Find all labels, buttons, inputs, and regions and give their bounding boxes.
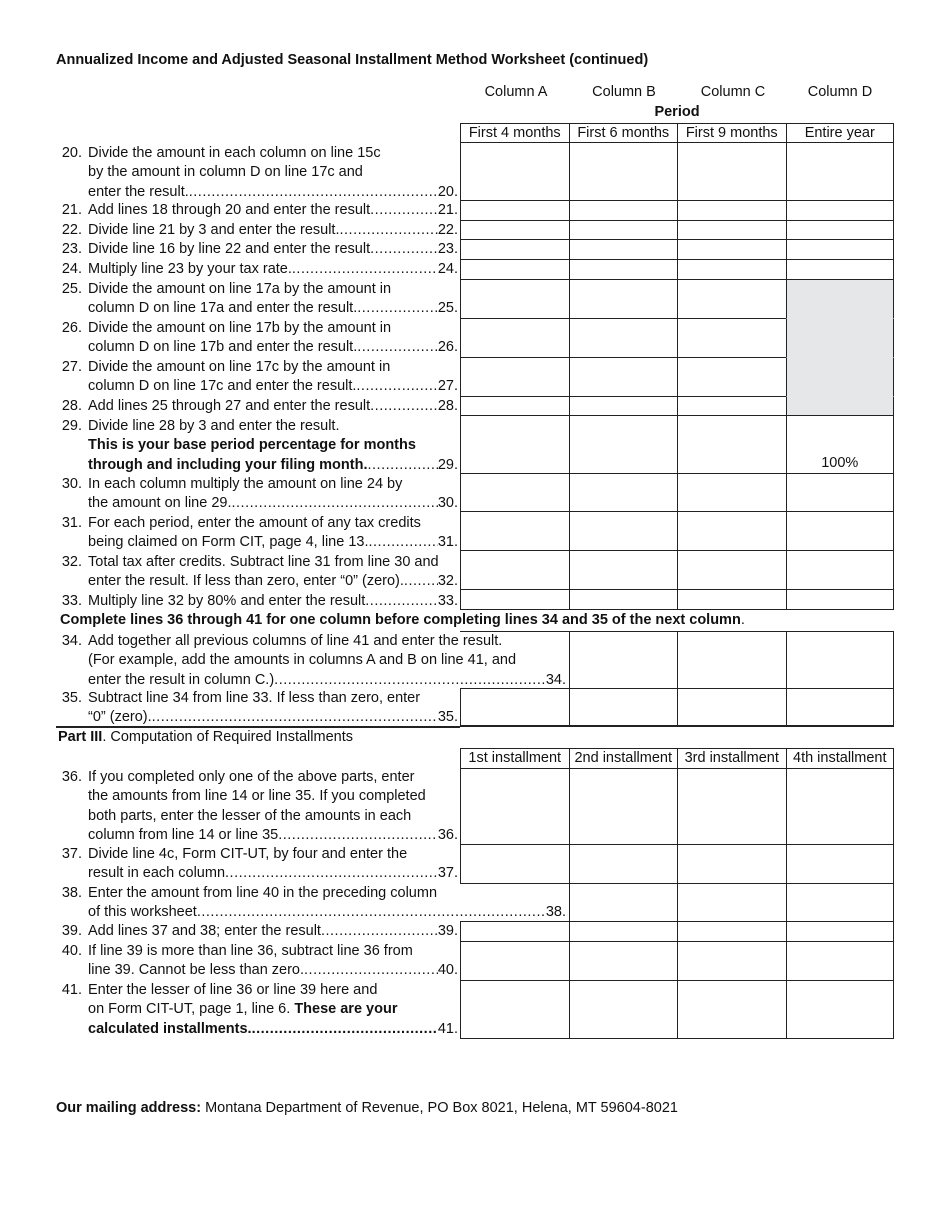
line-25-row <box>460 280 894 319</box>
input-cell[interactable] <box>786 845 895 883</box>
line-ref: 28. <box>437 398 458 414</box>
line-text: result in each column <box>88 865 226 882</box>
line-number: 33. <box>61 593 82 609</box>
input-cell[interactable] <box>677 769 786 844</box>
line-number: 27. <box>61 359 82 375</box>
line-text: Divide the amount on line 17a by the amount in <box>88 281 392 297</box>
period-header: First 9 months <box>677 124 786 143</box>
input-cell[interactable] <box>460 981 569 1038</box>
input-cell[interactable] <box>786 240 895 259</box>
input-cell[interactable] <box>569 416 678 473</box>
input-cell[interactable] <box>569 319 678 357</box>
input-cell[interactable] <box>460 397 569 415</box>
line-text: Multiply line 32 by 80% and enter the result <box>88 593 366 609</box>
line-text: by the amount in column D on line 17c and <box>88 164 363 181</box>
line-text: If you completed only one of the above parts, enter <box>88 769 415 785</box>
period-grid <box>460 123 894 610</box>
shaded-cell <box>786 280 895 319</box>
line-29-column-d-value: 100% <box>821 455 859 471</box>
line-27-row <box>460 358 894 397</box>
line-ref: 38. <box>545 904 566 921</box>
line-ref: 32. <box>437 573 458 590</box>
mailing-address <box>56 1100 678 1116</box>
line-ref: 33. <box>437 593 458 609</box>
input-cell[interactable] <box>677 280 786 318</box>
input-cell[interactable] <box>677 240 786 259</box>
line-ref: 37. <box>437 865 458 882</box>
input-cell[interactable] <box>786 590 895 609</box>
input-cell[interactable] <box>460 845 569 883</box>
line-ref: 35. <box>437 709 458 726</box>
line-number: 21. <box>61 202 82 218</box>
input-cell[interactable] <box>786 474 895 511</box>
input-cell[interactable] <box>569 942 678 980</box>
line-ref: 25. <box>437 300 458 317</box>
input-cell[interactable] <box>786 221 895 239</box>
installment-header: 4th installment <box>786 749 895 768</box>
line-text: Add lines 37 and 38; enter the result <box>88 923 321 939</box>
line-37-row <box>460 845 894 884</box>
input-cell[interactable] <box>786 201 895 220</box>
line-26-row <box>460 319 894 358</box>
input-cell[interactable] <box>460 474 569 511</box>
period-header: Entire year <box>786 124 895 143</box>
shaded-cell <box>786 397 895 415</box>
line-text: being claimed on Form CIT, page 4, line 13. <box>88 534 369 551</box>
input-cell[interactable] <box>460 280 569 318</box>
line-ref: 29. <box>437 456 458 473</box>
input-cell[interactable] <box>569 590 678 609</box>
line-ref: 27. <box>437 378 458 395</box>
line-text: both parts, enter the lesser of the amounts in each <box>88 807 412 824</box>
worksheet-title: Annualized Income and Adjusted Seasonal Installment Method Worksheet (continued) <box>56 52 649 68</box>
line-ref: 31. <box>437 534 458 551</box>
line-number: 24. <box>61 261 82 277</box>
note-text: Complete lines 36 through 41 for one column before completing lines 34 and 35 of the next column <box>60 612 741 628</box>
note-end: . <box>740 612 745 628</box>
line-23-row <box>460 240 894 260</box>
line-ref: 34. <box>545 671 566 688</box>
line-28-row <box>460 397 894 416</box>
part-3-heading <box>58 729 353 745</box>
line-text: of this worksheet <box>88 904 197 921</box>
line-number: 39. <box>61 923 82 939</box>
line-text: enter the result in column C.) <box>88 671 275 688</box>
line-text: Divide line 28 by 3 and enter the result. <box>88 418 340 434</box>
line-ref: 26. <box>437 339 458 356</box>
line-text: on Form CIT-UT, page 1, line 6. <box>88 1001 295 1018</box>
input-cell[interactable] <box>677 358 786 396</box>
line-29-row <box>460 416 894 474</box>
input-cell[interactable] <box>677 260 786 279</box>
installment-header: 2nd installment <box>569 749 678 768</box>
input-cell[interactable] <box>677 397 786 415</box>
input-cell[interactable] <box>677 981 786 1038</box>
column-a-header: Column A <box>484 84 548 100</box>
input-cell[interactable] <box>677 319 786 357</box>
input-cell[interactable] <box>677 474 786 511</box>
line-number: 41. <box>61 982 82 998</box>
line-text: Add lines 25 through 27 and enter the result <box>88 398 371 414</box>
column-c-header: Column C <box>700 84 766 100</box>
input-cell[interactable] <box>460 143 569 200</box>
line-text: Divide line 21 by 3 and enter the result. <box>88 222 340 238</box>
line-ref: 30. <box>437 495 458 512</box>
input-cell[interactable] <box>569 632 678 688</box>
line-number: 32. <box>61 554 82 570</box>
input-cell[interactable] <box>460 769 569 844</box>
line-32-row <box>460 551 894 590</box>
line-number: 20. <box>61 145 82 161</box>
input-cell[interactable] <box>786 769 895 844</box>
shaded-cell <box>786 319 895 358</box>
input-cell[interactable] <box>569 280 678 318</box>
input-cell[interactable] <box>569 551 678 589</box>
input-cell[interactable] <box>786 551 895 589</box>
input-cell[interactable] <box>677 884 786 921</box>
line-text: Divide the amount on line 17c by the amount in <box>88 359 391 375</box>
line-text: Divide line 16 by line 22 and enter the result <box>88 241 371 257</box>
line-24-row <box>460 260 894 280</box>
input-cell[interactable] <box>460 512 569 550</box>
line-text: “0” (zero). <box>88 709 152 726</box>
line-text: column D on line 17c and enter the result. <box>88 378 357 395</box>
installment-header-row <box>460 748 894 769</box>
line-text: Divide the amount on line 17b by the amount in <box>88 320 392 336</box>
input-cell[interactable] <box>460 416 569 473</box>
input-cell[interactable] <box>786 143 895 200</box>
input-cell[interactable] <box>786 981 895 1038</box>
line-number: 22. <box>61 222 82 238</box>
line-text: column D on line 17b and enter the result. <box>88 339 358 356</box>
line-ref: 40. <box>437 962 458 979</box>
input-cell[interactable] <box>786 260 895 279</box>
line-ref: 36. <box>437 826 458 843</box>
line-39-row <box>460 922 894 942</box>
line-text: enter the result. <box>88 183 189 200</box>
line-text: Add together all previous columns of line 41 and enter the result. <box>88 633 503 649</box>
period-header: First 4 months <box>460 124 569 143</box>
line-text: (For example, add the amounts in columns A and B on line 41, and <box>88 652 517 669</box>
line-text: the amounts from line 14 or line 35. If you completed <box>88 788 426 805</box>
part-3-title: . Computation of Required Installments <box>102 729 353 745</box>
input-cell[interactable] <box>677 201 786 220</box>
line-text: enter the result. If less than zero, enter “0” (zero). <box>88 573 404 590</box>
input-cell[interactable] <box>677 689 786 725</box>
input-cell[interactable] <box>460 240 569 259</box>
line-number: 28. <box>61 398 82 414</box>
line-ref: 41. <box>437 1020 458 1037</box>
input-cell[interactable] <box>460 922 569 941</box>
input-cell[interactable] <box>569 260 678 279</box>
instruction-note <box>60 612 745 628</box>
input-cell[interactable] <box>786 689 895 725</box>
line-ref: 22. <box>437 222 458 238</box>
line-text: calculated installments. <box>88 1020 252 1037</box>
period-header: First 6 months <box>569 124 678 143</box>
line-31-row <box>460 512 894 551</box>
input-cell[interactable] <box>786 884 895 921</box>
period-label: Period <box>654 104 700 120</box>
line-ref: 39. <box>437 923 458 939</box>
line-text: In each column multiply the amount on line 24 by <box>88 476 403 492</box>
installment-header: 3rd installment <box>677 749 786 768</box>
input-cell[interactable] <box>569 981 678 1038</box>
input-cell[interactable] <box>460 221 569 239</box>
period-header-row <box>460 123 894 143</box>
input-cell[interactable] <box>569 474 678 511</box>
line-21-row <box>460 201 894 221</box>
input-cell <box>786 416 895 473</box>
line-number: 26. <box>61 320 82 336</box>
input-cell[interactable] <box>460 201 569 220</box>
input-cell[interactable] <box>569 922 678 941</box>
line-text: the amount on line 29. <box>88 495 232 512</box>
line-text: If line 39 is more than line 36, subtract line 36 from <box>88 943 413 959</box>
mailing-label: Our mailing address: <box>56 1100 202 1116</box>
column-d-header: Column D <box>807 84 873 100</box>
line-33-row <box>460 590 894 610</box>
line-text-bold: These are your <box>294 1001 398 1018</box>
input-cell[interactable] <box>677 845 786 883</box>
installment-header: 1st installment <box>460 749 569 768</box>
input-cell[interactable] <box>786 632 895 688</box>
line-text: column D on line 17a and enter the result. <box>88 300 358 317</box>
line-35-row <box>460 689 894 727</box>
line-text: Divide the amount in each column on line 15c <box>88 145 381 161</box>
input-cell[interactable] <box>569 397 678 415</box>
line-text: Multiply line 23 by your tax rate. <box>88 261 292 277</box>
input-cell[interactable] <box>569 689 678 725</box>
input-cell[interactable] <box>569 240 678 259</box>
line-text: Enter the lesser of line 36 or line 39 here and <box>88 982 378 998</box>
input-cell[interactable] <box>677 512 786 550</box>
line-number: 38. <box>61 885 82 901</box>
input-cell[interactable] <box>786 942 895 980</box>
input-cell[interactable] <box>569 143 678 200</box>
input-cell[interactable] <box>569 845 678 883</box>
line-text: Add lines 18 through 20 and enter the result <box>88 202 371 218</box>
input-cell[interactable] <box>677 143 786 200</box>
line-number: 29. <box>61 418 82 434</box>
line-ref: 21. <box>437 202 458 218</box>
input-cell[interactable] <box>677 942 786 980</box>
line-number: 34. <box>61 633 82 649</box>
line-text: column from line 14 or line 35 <box>88 826 279 843</box>
column-b-header: Column B <box>592 84 656 100</box>
line-text: For each period, enter the amount of any tax credits <box>88 515 421 531</box>
input-cell[interactable] <box>569 769 678 844</box>
input-cell[interactable] <box>677 416 786 473</box>
shaded-cell <box>786 358 895 397</box>
line-text: Total tax after credits. Subtract line 31 from line 30 and <box>88 554 439 570</box>
line-36-row <box>460 769 894 845</box>
line-number: 37. <box>61 846 82 862</box>
input-cell[interactable] <box>677 221 786 239</box>
line-ref: 24. <box>437 261 458 277</box>
input-cell[interactable] <box>677 590 786 609</box>
input-cell[interactable] <box>569 201 678 220</box>
input-cell[interactable] <box>460 358 569 396</box>
line-20-row <box>460 143 894 201</box>
line-30-row <box>460 474 894 512</box>
input-cell[interactable] <box>460 260 569 279</box>
line-number: 30. <box>61 476 82 492</box>
line-40-row <box>460 942 894 981</box>
input-cell[interactable] <box>569 884 678 921</box>
input-cell[interactable] <box>460 942 569 980</box>
line-text: Enter the amount from line 40 in the preceding column <box>88 885 438 901</box>
line-text: This is your base period percentage for months <box>88 437 416 454</box>
line-text: line 39. Cannot be less than zero. <box>88 962 305 979</box>
line-text: Divide line 4c, Form CIT-UT, by four and enter the <box>88 846 408 862</box>
input-cell[interactable] <box>460 590 569 609</box>
input-cell[interactable] <box>569 358 678 396</box>
line-number: 23. <box>61 241 82 257</box>
part-3-label: Part III <box>58 729 103 745</box>
line-number: 36. <box>61 769 82 785</box>
input-cell[interactable] <box>460 319 569 357</box>
input-cell[interactable] <box>460 551 569 589</box>
input-cell[interactable] <box>677 632 786 688</box>
line-22-row <box>460 221 894 240</box>
line-number: 35. <box>61 690 82 706</box>
line-text: through and including your filing month. <box>88 456 368 473</box>
input-cell[interactable] <box>786 922 895 941</box>
line-number: 31. <box>61 515 82 531</box>
input-cell[interactable] <box>677 551 786 589</box>
input-cell[interactable] <box>569 512 678 550</box>
line-41-row <box>460 981 894 1039</box>
input-cell[interactable] <box>569 221 678 239</box>
line-ref: 23. <box>437 241 458 257</box>
line-ref: 20. <box>437 183 458 200</box>
input-cell[interactable] <box>786 512 895 550</box>
input-cell[interactable] <box>460 689 569 725</box>
line-number: 40. <box>61 943 82 959</box>
input-cell[interactable] <box>677 922 786 941</box>
line-text: Subtract line 34 from line 33. If less than zero, enter <box>88 690 421 706</box>
line-number: 25. <box>61 281 82 297</box>
mailing-text: Montana Department of Revenue, PO Box 8021, Helena, MT 59604-8021 <box>201 1100 678 1116</box>
